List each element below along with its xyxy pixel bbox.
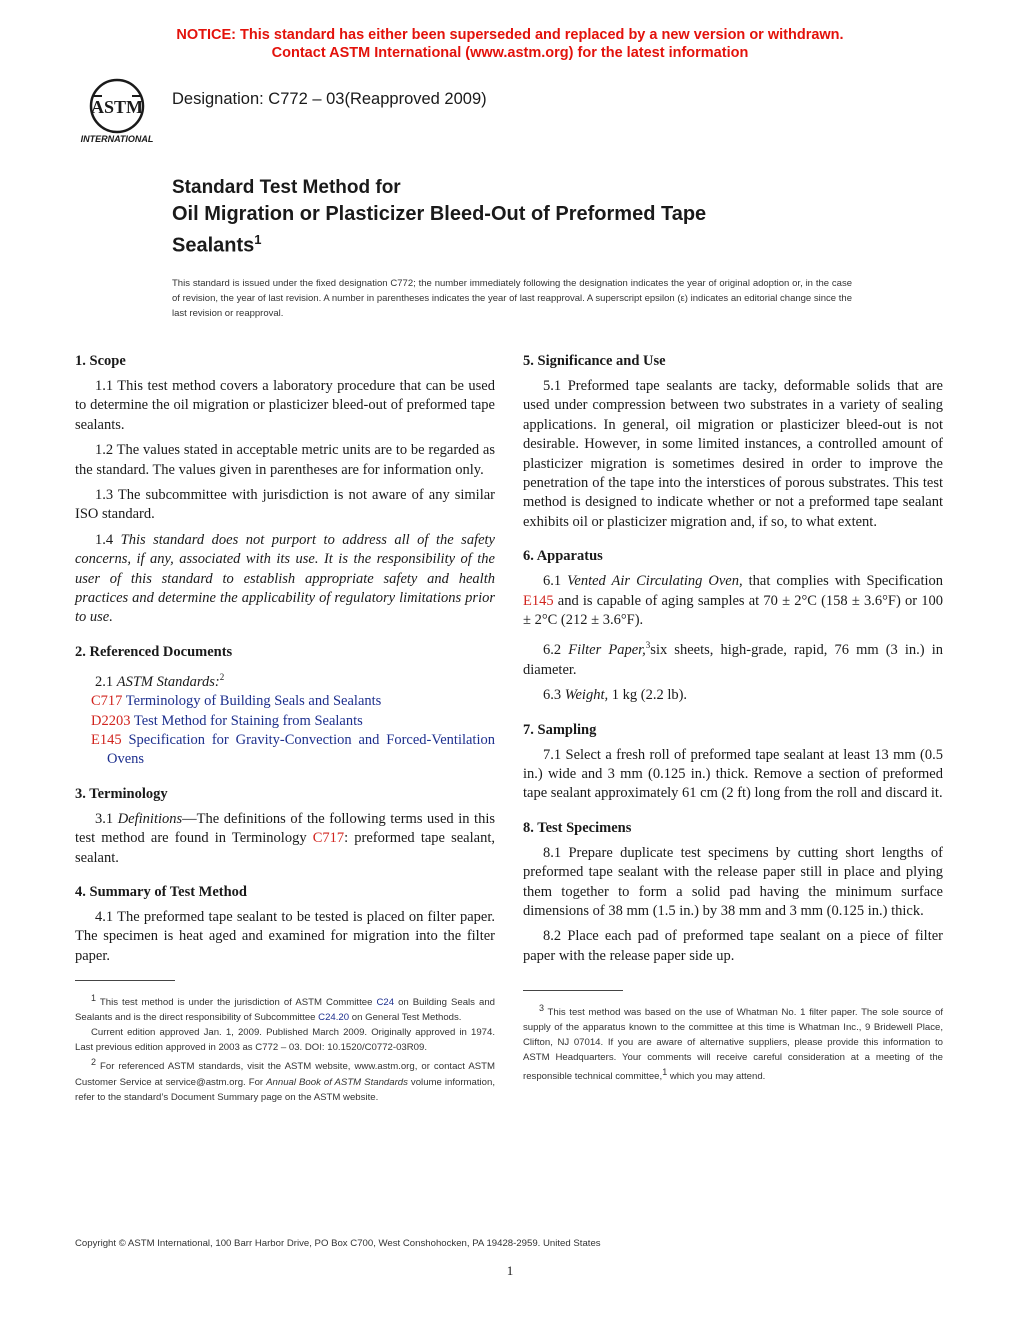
logo-caption: INTERNATIONAL	[80, 134, 154, 144]
para-8-1: 8.1 Prepare duplicate test specimens by cutting short lengths of preformed tape sealant with the release paper still in place and plying them together to form a solid pad having the minimum surface dimensions of 38 mm (1.5 in.) by 38 mm and 3 mm (0.125 in.) thick.	[523, 844, 943, 919]
notice-line-2: Contact ASTM International (www.astm.org) for the latest information	[271, 45, 749, 61]
section-5-heading: 5. Significance and Use	[523, 353, 666, 369]
para-3-1-text-a: —The definitions of the following terms used in this test method are found in Terminology	[75, 810, 496, 847]
section-6-heading: 6. Apparatus	[523, 548, 603, 565]
title-line-3-text: Sealants	[172, 234, 255, 257]
footnote-divider-right	[523, 990, 623, 991]
ref-title-c717[interactable]: Terminology of Building Seals and Sealants	[122, 693, 382, 710]
title-footnote-ref[interactable]: 1	[254, 232, 262, 247]
astm-logo	[72, 76, 162, 146]
astm-logo-icon	[72, 76, 162, 146]
para-3-1	[75, 810, 495, 868]
title-line-1: Standard Test Method for	[172, 177, 401, 198]
ref-link-d2203[interactable]: D2203	[91, 712, 131, 729]
para-6-2-num: 6.2	[543, 642, 569, 659]
para-6-2	[523, 636, 943, 680]
footnote-1-text-c: on General Test Methods.	[349, 1012, 462, 1024]
designation: Designation: C772 – 03(Reapproved 2009)	[172, 90, 487, 108]
para-1-4-num: 1.4	[95, 531, 121, 548]
footnote-2-text-a: For referenced ASTM standards, visit the ASTM website, www.astm.org, or contact ASTM Customer Service at service@astm.org. For	[75, 1061, 495, 1088]
ref-item-e145	[75, 731, 495, 770]
link-c24-20[interactable]: C24.20	[318, 1012, 350, 1024]
para-6-3-text: 1 kg (2.2 lb).	[608, 687, 688, 704]
footnote-2-text-em: Annual Book of ASTM Standards	[266, 1076, 408, 1088]
link-c24[interactable]: C24	[376, 997, 395, 1009]
footnotes-left	[75, 991, 495, 1104]
footnote-ref-3[interactable]: 3	[645, 640, 651, 651]
title-line-3	[172, 227, 706, 259]
footnote-divider-left	[75, 980, 175, 981]
para-3-1-num: 3.1	[95, 810, 118, 827]
section-3-heading: 3. Terminology	[75, 785, 168, 802]
section-8-heading: 8. Test Specimens	[523, 819, 632, 836]
left-column	[75, 352, 495, 1105]
para-8-2: 8.2 Place each pad of preformed tape sealant on a piece of filter paper with the release paper side up.	[523, 928, 943, 964]
footnote-2-marker: 2	[91, 1057, 97, 1068]
withdrawal-notice	[0, 26, 1020, 62]
para-6-1-num: 6.1	[543, 573, 568, 590]
link-e145-inline[interactable]: E145	[523, 592, 554, 609]
footnote-3-ref-1: 1	[662, 1067, 668, 1078]
logo-mark-text: ASTM	[90, 97, 144, 117]
footnote-1-marker: 1	[91, 993, 97, 1004]
para-5-1: 5.1 Preformed tape sealants are tacky, deformable solids that are used under compression between two substrates in a variety of sealing applications. In general, oil migration or plasticizer bleed-out is not desirable. However, in some limited instances, a controlled amount of plasticizer migration is sometimes desired in order to improve the penetration of the tape into the interstices of porous substrates. This test method is designed to indicate whether or not a preformed tape sealant exhibits oil or plasticizer migration and, if so, to what extent.	[523, 378, 943, 530]
ref-title-d2203[interactable]: Test Method for Staining from Sealants	[130, 712, 363, 729]
ref-link-c717[interactable]: C717	[91, 693, 123, 710]
footnote-2	[75, 1055, 495, 1104]
footnote-3-text-a: This test method was based on the use of Whatman No. 1 filter paper. The sole source of supply of the apparatus known to the committee at this time is Whatman Inc., 9 Bridewell Place, Clifton, NJ 07014. If you are aware of alternative suppliers, please provide this information to ASTM Headquarters. Your comments will receive careful consideration at a meeting of the responsible technical committee,	[523, 1007, 943, 1083]
para-1-1: 1.1 This test method covers a laboratory procedure that can be used to determine the oil migration or plasticizer bleed-out of preformed tape sealants.	[75, 378, 495, 433]
page-number: 1	[506, 1263, 514, 1278]
para-3-1-term: Definitions	[117, 810, 183, 827]
footnote-3-marker: 3	[539, 1003, 545, 1014]
footnote-1-edition: Current edition approved Jan. 1, 2009. Published March 2009. Originally approved in 1974. Last previous edition approved in 2003 as C772 – 03. DOI: 10.1520/C0772-03R09.	[75, 1027, 495, 1054]
para-6-3-term: Weight,	[564, 687, 609, 704]
footnote-1	[75, 991, 495, 1025]
link-c717-inline[interactable]: C717	[312, 830, 345, 847]
para-1-2: 1.2 The values stated in acceptable metric units are to be regarded as the standard. The values given in parentheses are for information only.	[75, 442, 495, 478]
ref-link-e145[interactable]: E145	[91, 731, 122, 748]
para-6-3	[523, 686, 943, 705]
footnote-1-text-a: This test method is under the jurisdiction of ASTM Committee	[99, 997, 377, 1009]
para-6-1-text-a: that complies with Specification	[742, 573, 944, 590]
para-3-1-text-b: : preformed tape sealant, sealant.	[75, 830, 495, 866]
section-1-heading: 1. Scope	[75, 353, 126, 369]
para-1-4-text: This standard does not purport to address all of the safety concerns, if any, associated with its use. It is the responsibility of the user of this standard to establish appropriate safety and health practices and determine the applicability of regulatory limitations prior to use.	[75, 531, 495, 626]
footnotes-right	[523, 1001, 943, 1084]
section-7-heading: 7. Sampling	[523, 721, 597, 738]
right-column	[523, 352, 943, 1085]
footnote-3	[523, 1001, 943, 1084]
ref-item-d2203	[75, 712, 495, 731]
copyright-line: Copyright © ASTM International, 100 Barr Harbor Drive, PO Box C700, West Conshohocken, PA 19428-2959. United States	[75, 1238, 601, 1249]
footnote-ref-2[interactable]: 2	[219, 671, 225, 682]
footnote-3-text-b: which you may attend.	[667, 1071, 766, 1083]
para-6-1-term: Vented Air Circulating Oven,	[567, 573, 743, 590]
para-6-2-text: six sheets, high-grade, rapid, 76 mm (3 in.) in diameter.	[523, 642, 944, 678]
para-1-4	[75, 531, 495, 628]
footnote-1-text-b: on Building Seals and Sealants and is the direct responsibility of Subcommittee	[75, 997, 495, 1024]
para-7-1: 7.1 Select a fresh roll of preformed tape sealant at least 13 mm (0.5 in.) wide and 3 mm (0.125 in.) thick. Remove a section of preformed tape sealant approximately 61 cm (2 ft) long from the roll and discard it.	[523, 746, 943, 802]
para-2-1-num: 2.1	[95, 673, 117, 690]
footnote-2-text-b: volume information, refer to the standard’s Document Summary page on the ASTM website.	[75, 1076, 495, 1103]
issuance-statement: This standard is issued under the fixed designation C772; the number immediately following the designation indicates the year of original adoption or, in the case of revision, the year of last revision. A number in parentheses indicates the year of last reapproval. A superscript epsilon (ε) indicates an editorial change since the last revision or reapproval.	[172, 278, 852, 319]
notice-line-1: NOTICE: This standard has either been superseded and replaced by a new version or withdrawn.	[176, 27, 844, 43]
para-6-1	[523, 572, 943, 630]
para-6-3-num: 6.3	[543, 687, 565, 704]
para-2-1-text: ASTM Standards:	[116, 673, 220, 690]
section-4-heading: 4. Summary of Test Method	[75, 883, 247, 900]
para-2-1	[75, 668, 495, 692]
para-1-3: 1.3 The subcommittee with jurisdiction is not aware of any similar ISO standard.	[75, 487, 495, 523]
section-2-heading: 2. Referenced Documents	[75, 643, 233, 660]
title-line-2: Oil Migration or Plasticizer Bleed-Out of Preformed Tape	[172, 203, 707, 225]
referenced-documents-list	[75, 692, 495, 770]
document-title	[172, 175, 706, 259]
ref-title-e145[interactable]: Specification for Gravity-Convection and Forced-Ventilation Ovens	[107, 731, 495, 768]
para-6-1-text-b: and is capable of aging samples at 70 ± 2°C (158 ± 3.6°F) or 100 ± 2°C (212 ± 3.6°F).	[523, 592, 943, 629]
para-6-2-term: Filter Paper,	[568, 642, 646, 659]
ref-item-c717	[75, 692, 495, 711]
para-4-1: 4.1 The preformed tape sealant to be tested is placed on filter paper. The specimen is heat aged and examined for migration into the filter paper.	[75, 908, 495, 964]
